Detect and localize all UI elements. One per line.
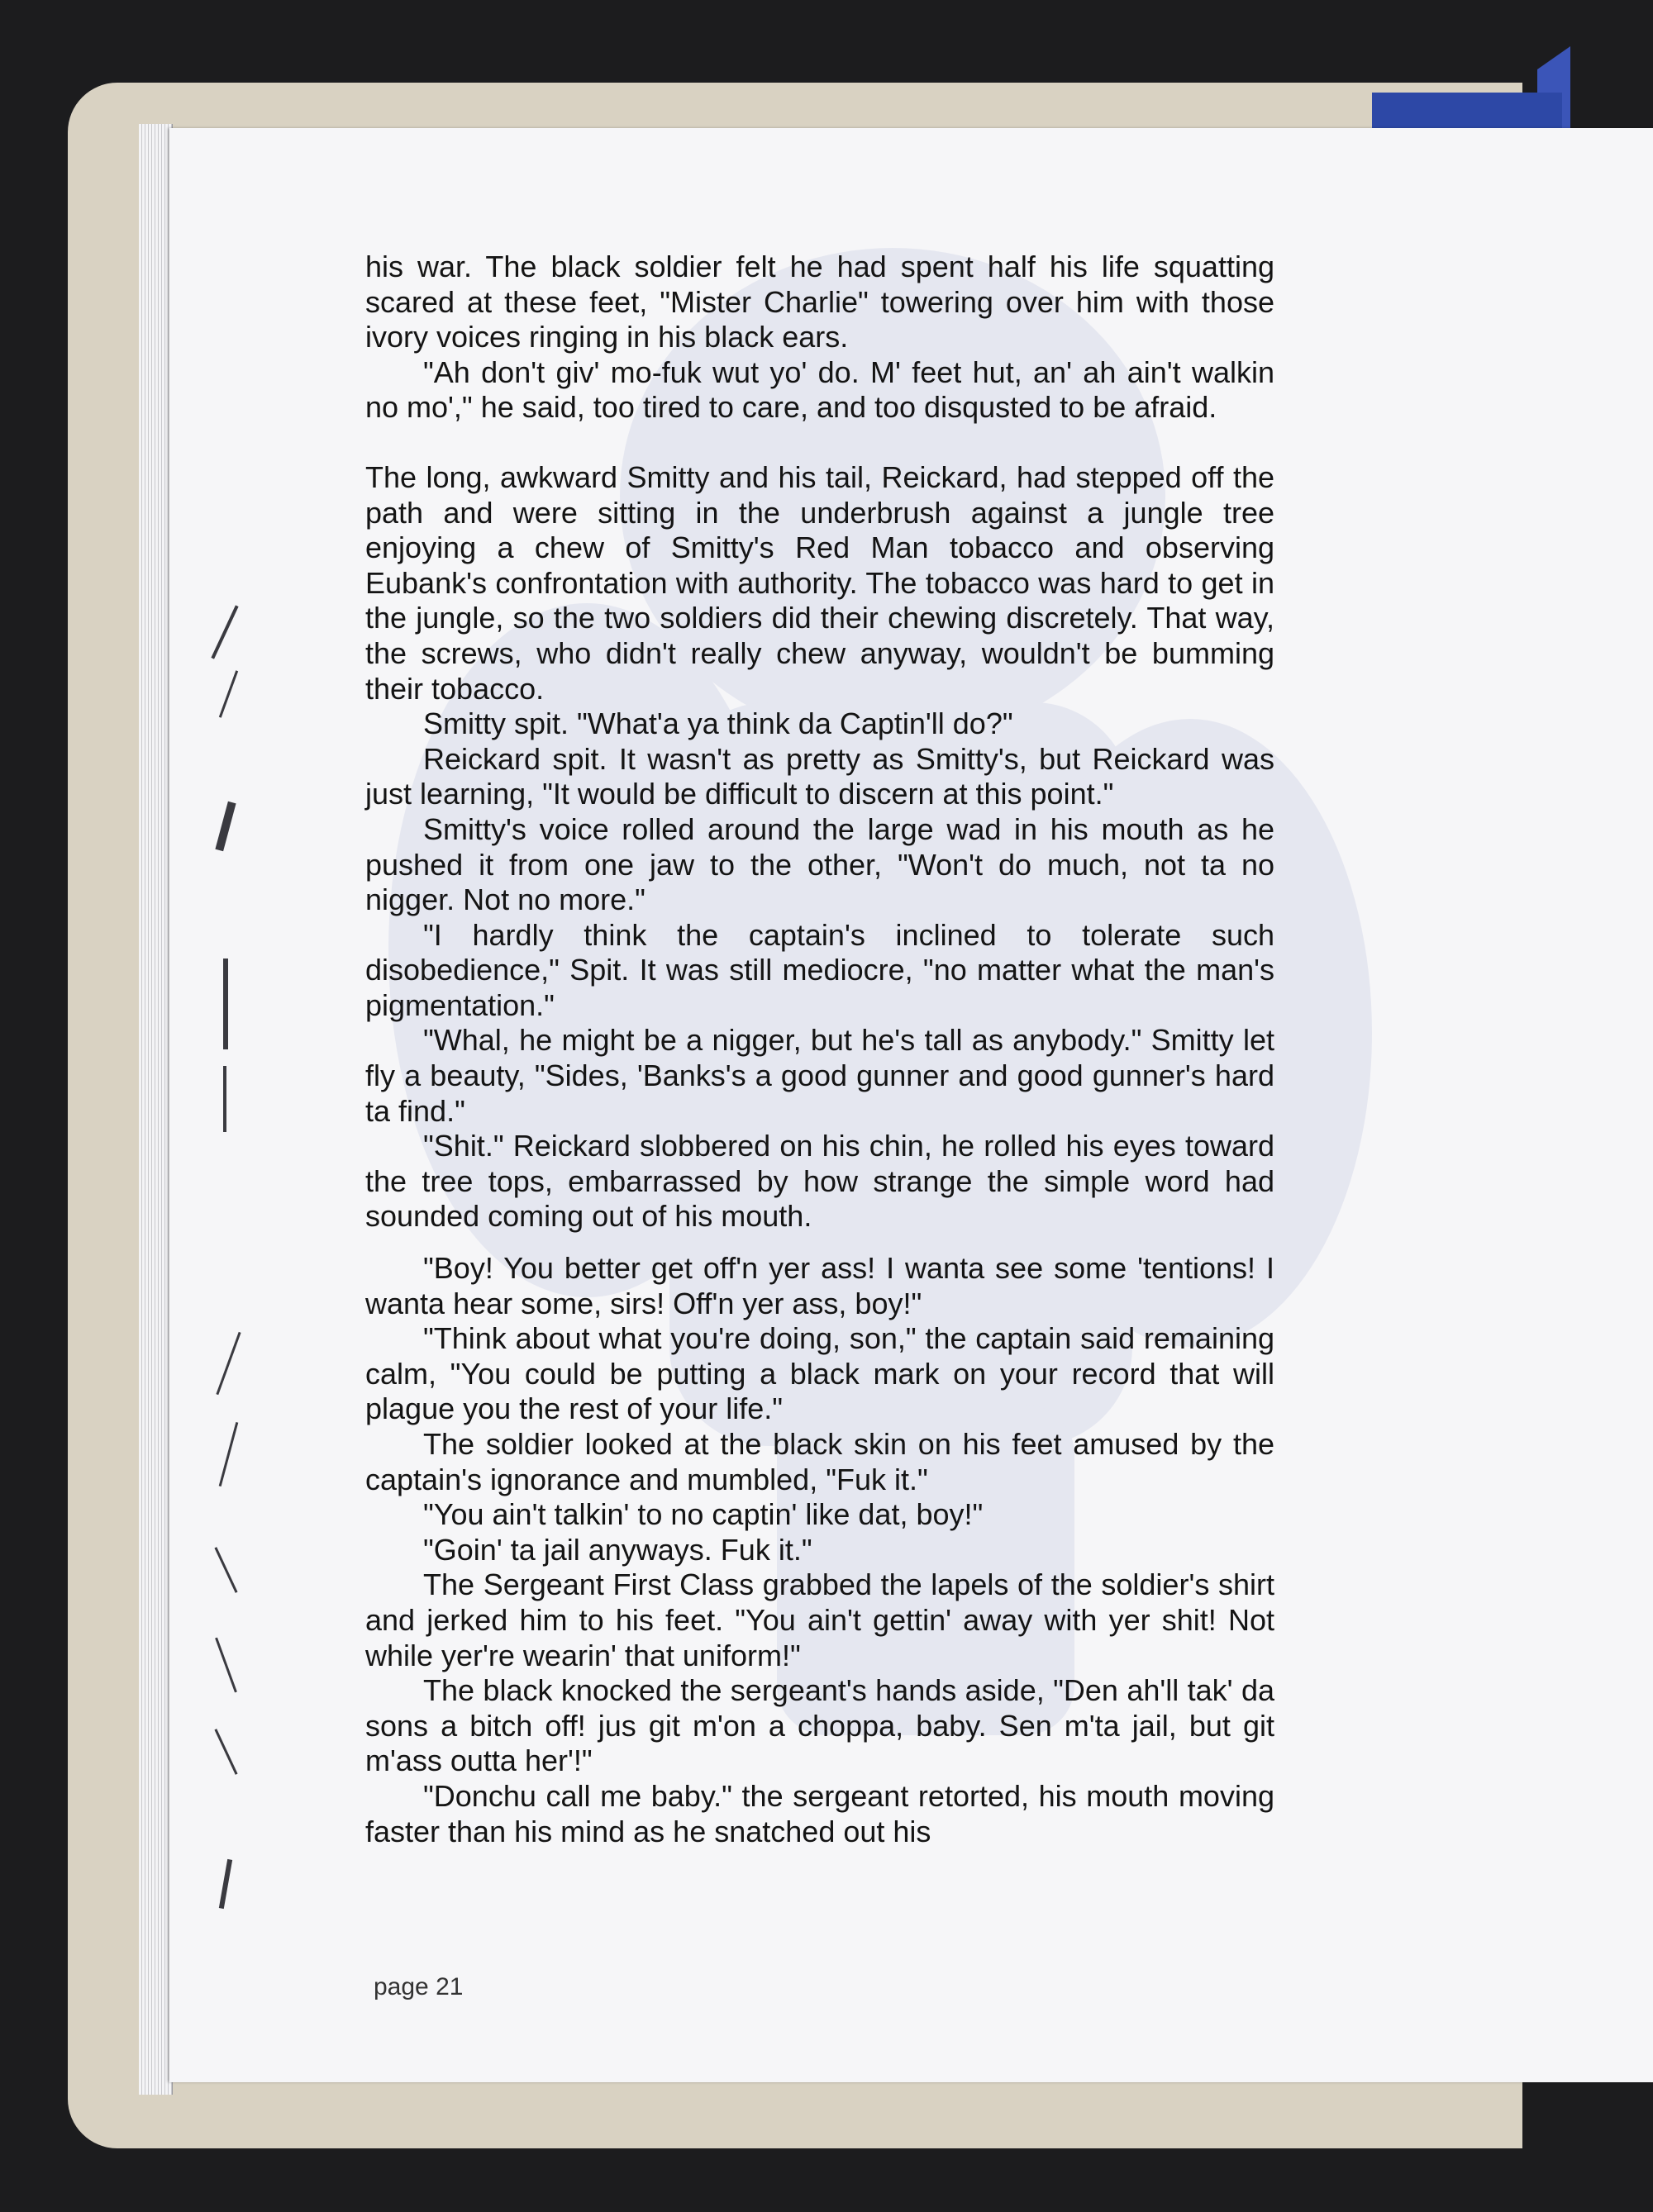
paragraph: "Think about what you're doing, son," the captain said remaining calm, "You could be putting a black mark on your record that will plague you the rest of your life." (365, 1321, 1274, 1426)
paragraph: his war. The black soldier felt he had spent half his life squatting scared at these feet, "Mister Charlie" towering over him with those ivory voices ringing in his black ears. (365, 250, 1274, 354)
page-number: page 21 (374, 1973, 464, 2000)
paragraph: The black knocked the sergeant's hands aside, "Den ah'll tak' da sons a bitch off! jus git m'on a choppa, baby. Sen m'ta jail, but git m'ass outta her'!" (365, 1673, 1274, 1778)
paragraph: Reickard spit. It wasn't as pretty as Smitty's, but Reickard was just learning, "It would be difficult to discern at this point." (365, 741, 1274, 811)
paragraph: "Donchu call me baby." the sergeant retorted, his mouth moving faster than his mind as he snatched out his (365, 1778, 1274, 1848)
paragraph: The soldier looked at the black skin on his feet amused by the captain's ignorance and mumbled, "Fuk it." (365, 1427, 1274, 1496)
margin-pencil-marks (190, 570, 281, 1975)
paragraph: The long, awkward Smitty and his tail, Reickard, had stepped off the path and were sitting in the underbrush against a jungle tree enjoying a chew of Smitty's Red Man tobacco and observing Eubank's confrontation with authority. The tobacco was hard to get in the jungle, so the two soldiers did their chewing discretely. That way, the screws, who didn't really chew anyway, wouldn't be bumming their tobacco. (365, 459, 1274, 706)
page-body-text (365, 250, 1274, 1849)
paragraph: Smitty spit. "What'a ya think da Captin'll do?" (423, 706, 1013, 741)
paragraph: "You ain't talkin' to no captin' like dat, boy!" (423, 1497, 984, 1532)
page-stack-edge (139, 124, 173, 2095)
paragraph: "Shit." Reickard slobbered on his chin, he rolled his eyes toward the tree tops, embarrassed by how strange the simple word had sounded coming out of his mouth. (365, 1129, 1274, 1234)
paragraph: The Sergeant First Class grabbed the lapels of the soldier's shirt and jerked him to his feet. "You ain't gettin' away with yer shit! Not while yer're wearin' that uniform!" (365, 1567, 1274, 1672)
paragraph: Smitty's voice rolled around the large wad in his mouth as he pushed it from one jaw to the other, "Won't do much, not ta no nigger. Not no more." (365, 811, 1274, 917)
paragraph: "Boy! You better get off'n yer ass! I wanta see some 'tentions! I wanta hear some, sirs! Off'n yer ass, boy!" (365, 1251, 1274, 1320)
paragraph: "Whal, he might be a nigger, but he's tall as anybody." Smitty let fly a beauty, "Sides, 'Banks's a good gunner and good gunner's hard ta find." (365, 1023, 1274, 1128)
paragraph: "Goin' ta jail anyways. Fuk it." (423, 1532, 812, 1567)
paragraph: "Ah don't giv' mo-fuk wut yo' do. M' feet hut, an' ah ain't walkin no mo'," he said, too tired to care, and too disqusted to be afraid. (365, 354, 1274, 425)
paragraph: "I hardly think the captain's inclined to tolerate such disobedience," Spit. It was still mediocre, "no matter what the man's pigmentation." (365, 917, 1274, 1022)
